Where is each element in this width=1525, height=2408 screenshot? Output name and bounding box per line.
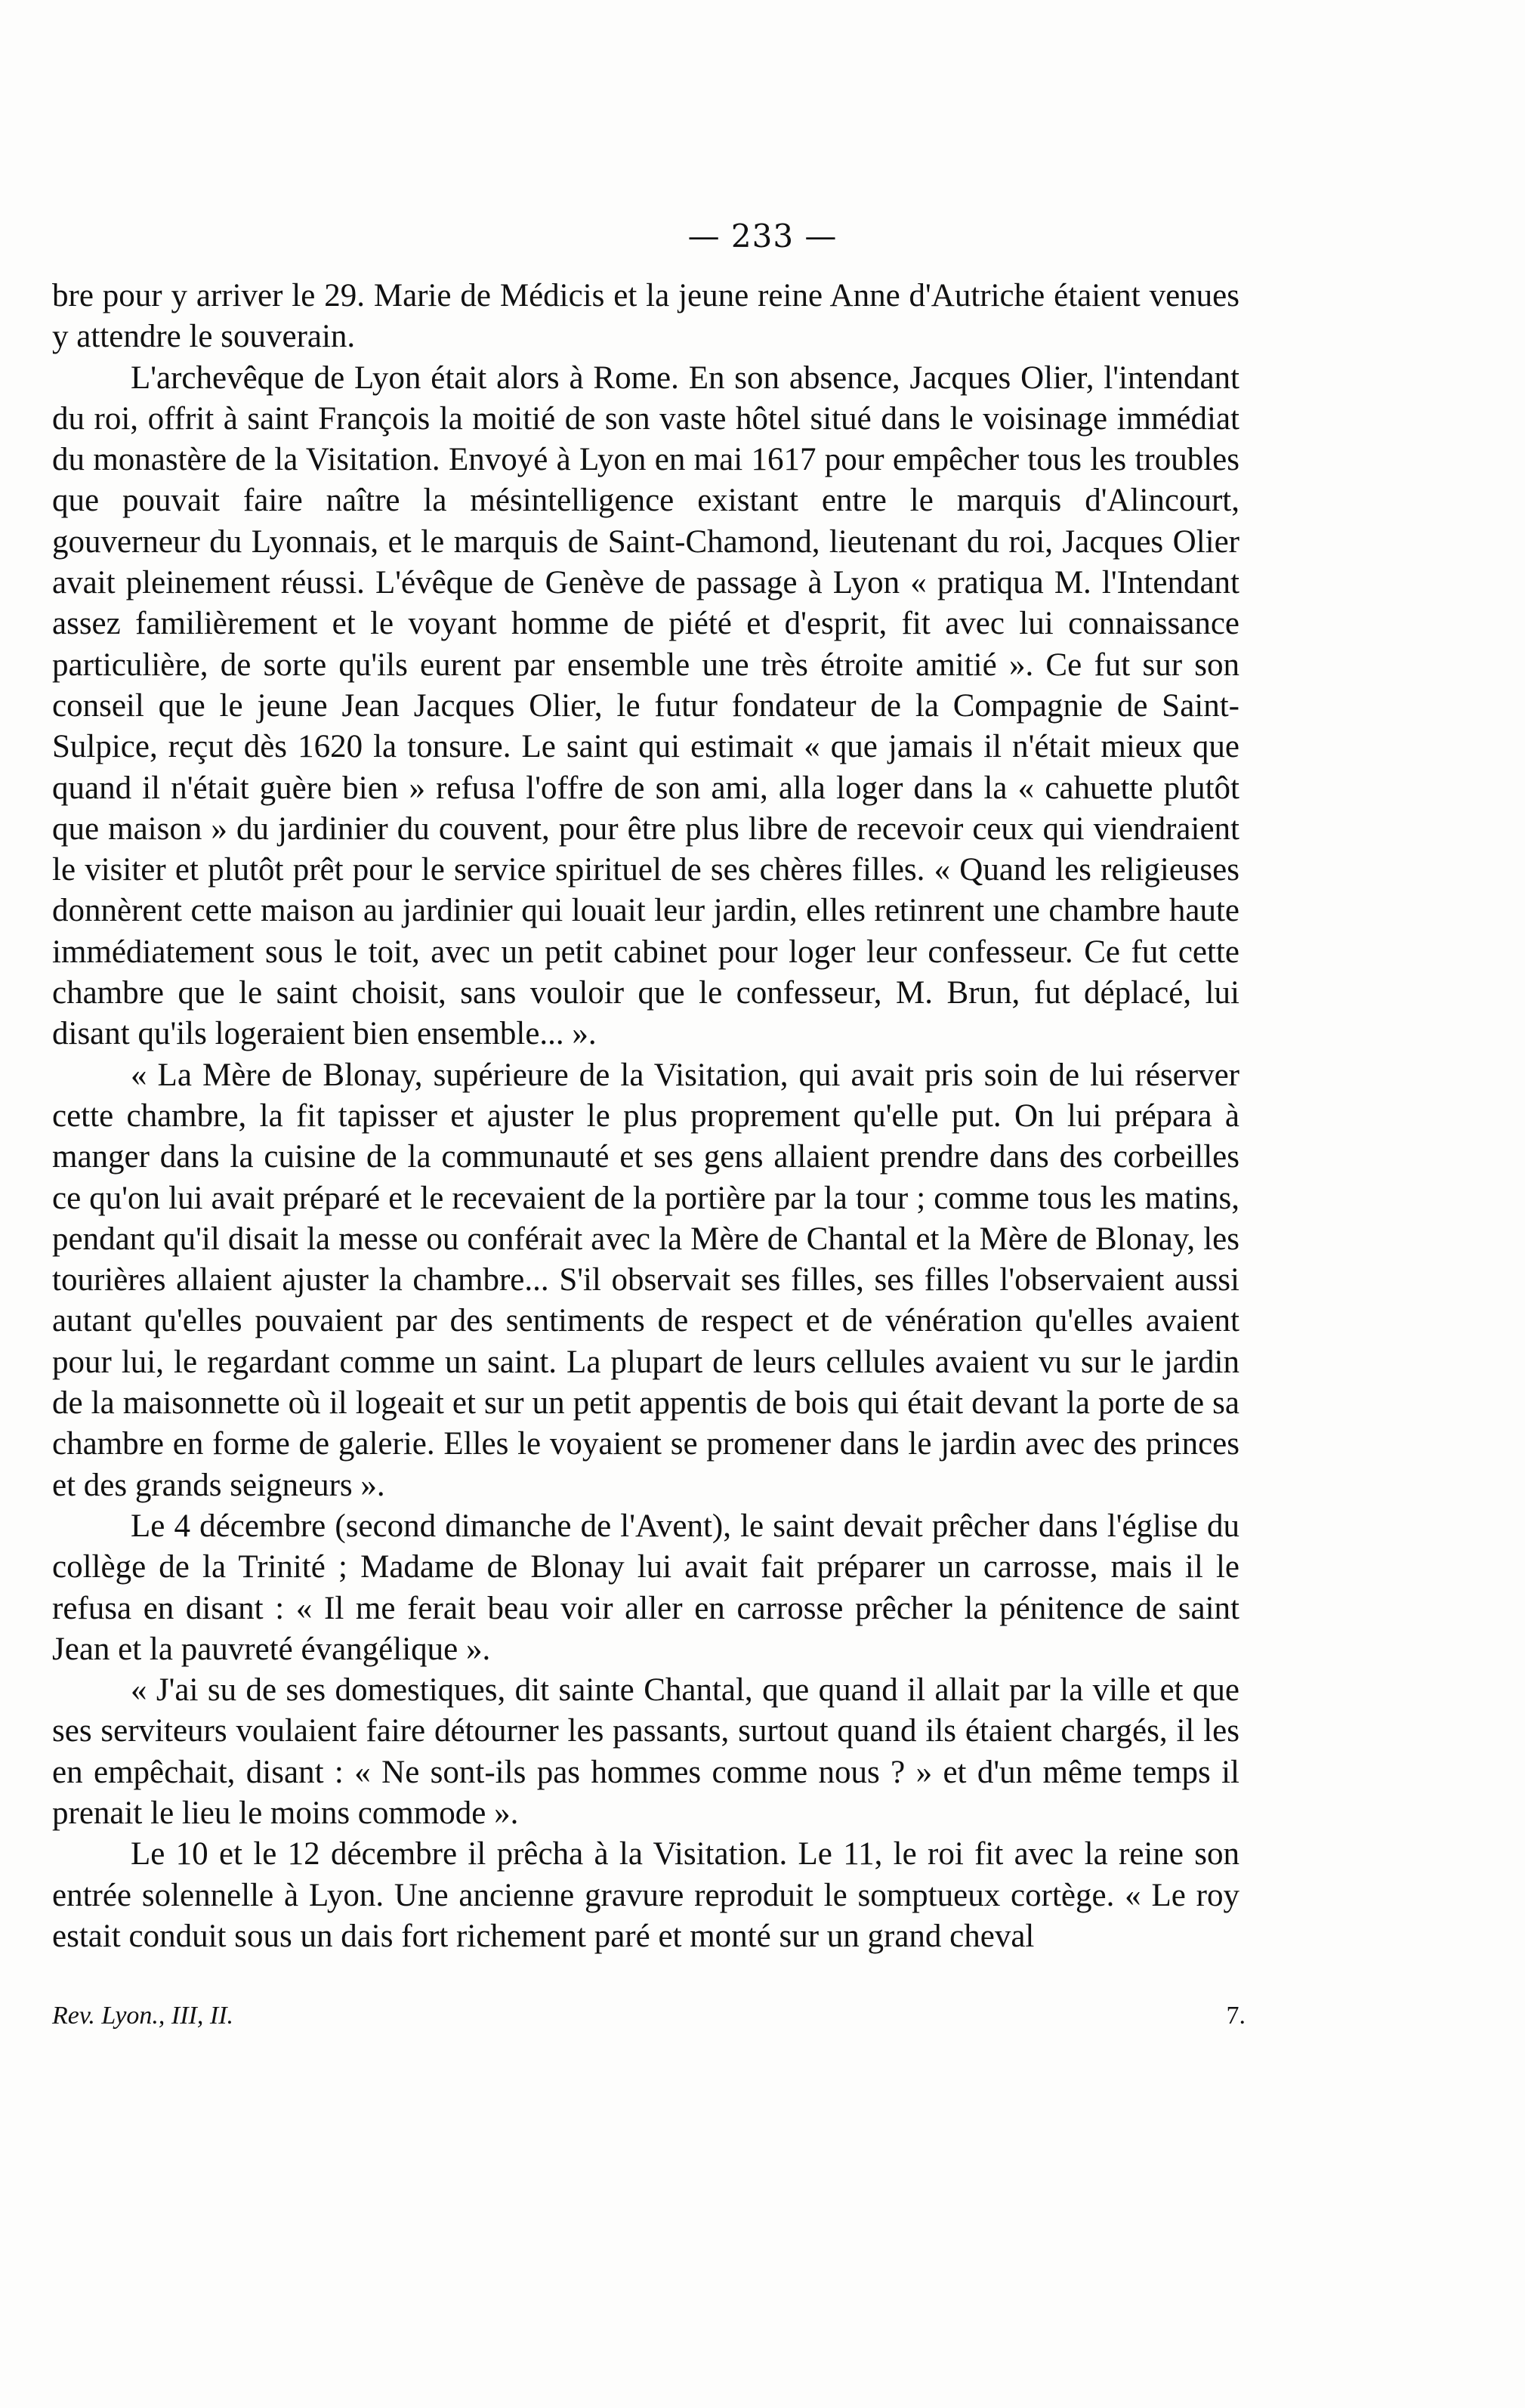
paragraph: bre pour y arriver le 29. Marie de Médicis et la jeune reine Anne d'Autriche étaient venues y attendre le souverain. xyxy=(52,278,1239,355)
paragraph: L'archevêque de Lyon était alors à Rome. En son absence, Jacques Olier, l'intendant du roi, offrit à saint François la moitié de son vaste hôtel situé dans le voisinage immédiat du monastère de la Visitation. Envoyé à Lyon en mai 1617 pour empêcher tous les troubles que pouvait faire naître la mésintelligence existant entre le marquis d'Alincourt, gouverneur du Lyonnais, et le marquis de Saint-Chamond, lieutenant du roi, Jacques Olier avait pleinement réussi. L'évêque de Genève de passage à Lyon « pratiqua M. l'Intendant assez familièrement et le voyant homme de piété et d'esprit, fit avec lui connaissance particulière, de sorte qu'ils eurent par ensemble une très étroite amitié ». Ce fut sur son conseil que le jeune Jean Jacques Olier, le futur fondateur de la Compagnie de Saint-Sulpice, reçut dès 1620 la tonsure. Le saint qui estimait « que jamais il n'était mieux que quand il n'était guère bien » refusa l'offre de son ami, alla loger dans la « cahuette plutôt que maison » du jardinier du couvent, pour être plus libre de recevoir ceux qui viendraient le visiter et plutôt prêt pour le service spirituel de ses chères filles. « Quand les religieuses donnèrent cette maison au jardinier qui louait leur jardin, elles retinrent une chambre haute immédiatement sous le toit, avec un petit cabinet pour loger leur confesseur. Ce fut cette chambre que le saint choisit, sans vouloir que le confesseur, M. Brun, fut déplacé, lui disant qu'ils logeraient bien ensemble... ». xyxy=(52,360,1239,1052)
page-number: — 233 — xyxy=(687,218,838,255)
footer-signature-number: 7. xyxy=(1226,2002,1246,2030)
body-text xyxy=(52,276,1239,1957)
paragraph: « La Mère de Blonay, supérieure de la Visitation, qui avait pris soin de lui réserver cette chambre, la fit tapisser et ajuster le plus proprement qu'elle put. On lui prépara à manger dans la cuisine de la communauté et ses gens allaient prendre dans des corbeilles ce qu'on lui avait préparé et le recevaient de la portière par la tour ; comme tous les matins, pendant qu'il disait la messe ou conférait avec la Mère de Chantal et la Mère de Blonay, les tourières allaient ajuster la chambre... S'il observait ses filles, ses filles l'observaient aussi autant qu'elles pouvaient par des sentiments de respect et de vénération qu'elles avaient pour lui, le regardant comme un saint. La plupart de leurs cellules avaient vu sur le jardin de la maisonnette où il logeait et sur un petit appentis de bois qui était devant la porte de sa chambre en forme de galerie. Elles le voyaient se promener dans le jardin avec des princes et des grands seigneurs ». xyxy=(52,1057,1239,1503)
paragraph: Le 10 et le 12 décembre il prêcha à la Visitation. Le 11, le roi fit avec la reine son entrée solennelle à Lyon. Une ancienne gravure reproduit le somptueux cortège. « Le roy estait conduit sous un dais fort richement paré et monté sur un grand cheval xyxy=(52,1836,1239,1954)
paragraph: Le 4 décembre (second dimanche de l'Avent), le saint devait prêcher dans l'église du collège de la Trinité ; Madame de Blonay lui avait fait préparer un carrosse, mais il le refusa en disant : « Il me ferait beau voir aller en carrosse prêcher la pénitence de saint Jean et la pauvreté évangélique ». xyxy=(52,1508,1239,1667)
footer-journal-reference: Rev. Lyon., III, II. xyxy=(52,2002,234,2030)
paragraph: « J'ai su de ses domestiques, dit sainte Chantal, que quand il allait par la ville et que ses serviteurs voulaient faire détourner les passants, surtout quand ils étaient chargés, il les en empêchait, disant : « Ne sont-ils pas hommes comme nous ? » et d'un même temps il prenait le lieu le moins commode ». xyxy=(52,1672,1239,1831)
